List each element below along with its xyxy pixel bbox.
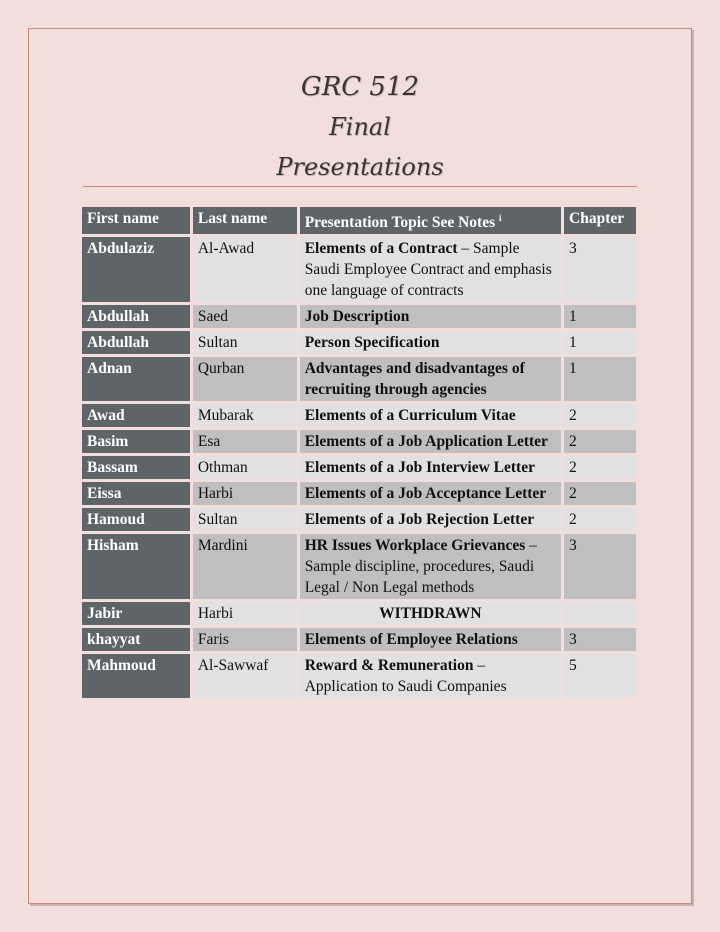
header-chapter: Chapter	[564, 207, 636, 234]
cell-last-name: Faris	[193, 628, 297, 651]
cell-topic	[300, 237, 561, 302]
table-row	[82, 654, 636, 698]
cell-chapter: 2	[564, 404, 636, 427]
cell-last-name: Mardini	[193, 534, 297, 599]
cell-chapter: 5	[564, 654, 636, 698]
topic-title: Reward & Remuneration	[304, 657, 474, 675]
table-row	[82, 482, 636, 505]
topic-title: Elements of a Curriculum Vitae	[304, 407, 516, 425]
cell-first-name: Hamoud	[82, 508, 190, 531]
cell-first-name: Awad	[82, 404, 190, 427]
topic-title: Elements of a Job Application Letter	[304, 433, 548, 451]
cell-last-name: Saed	[193, 305, 297, 328]
cell-chapter: 3	[564, 534, 636, 599]
cell-topic	[300, 404, 561, 427]
cell-topic	[300, 628, 561, 651]
cell-first-name: Abdullah	[82, 331, 190, 354]
topic-title: Elements of a Contract	[304, 240, 458, 258]
cell-last-name: Mubarak	[193, 404, 297, 427]
divider	[83, 186, 637, 187]
title-line-3: Presentations	[276, 153, 444, 181]
table-row	[82, 628, 636, 651]
cell-topic	[300, 430, 561, 453]
table-row	[82, 237, 636, 302]
cell-last-name: Sultan	[193, 331, 297, 354]
topic-title: Elements of a Job Interview Letter	[304, 459, 535, 477]
title-line-1: GRC 512	[300, 72, 420, 102]
table-row	[82, 357, 636, 401]
table-row	[82, 331, 636, 354]
cell-topic	[300, 654, 561, 698]
cell-chapter: 2	[564, 430, 636, 453]
table-row	[82, 456, 636, 479]
header-last-name: Last name	[193, 207, 297, 234]
table-row	[82, 534, 636, 599]
note-marker: i	[499, 213, 502, 223]
cell-topic	[300, 305, 561, 328]
header-topic	[300, 207, 561, 234]
cell-chapter: 3	[564, 628, 636, 651]
cell-first-name: Abdullah	[82, 305, 190, 328]
topic-title: Person Specification	[304, 334, 440, 352]
cell-last-name: Othman	[193, 456, 297, 479]
cell-topic	[300, 331, 561, 354]
cell-first-name: Mahmoud	[82, 654, 190, 698]
cell-first-name: Adnan	[82, 357, 190, 401]
cell-last-name: Harbi	[193, 482, 297, 505]
topic-title: HR Issues Workplace Grievances	[304, 537, 526, 555]
topic-title: Advantages and disadvantages of recruiting through agencies	[304, 360, 525, 399]
document-page	[28, 28, 692, 904]
presentations-table	[79, 204, 639, 701]
cell-last-name: Sultan	[193, 508, 297, 531]
cell-chapter: 1	[564, 305, 636, 328]
cell-topic	[300, 534, 561, 599]
table-row	[82, 602, 636, 625]
table-header-row	[82, 207, 636, 234]
page-title	[29, 67, 691, 187]
topic-title: Elements of a Job Acceptance Letter	[304, 485, 547, 503]
topic-title: Elements of a Job Rejection Letter	[304, 511, 535, 529]
table-row	[82, 430, 636, 453]
cell-last-name: Qurban	[193, 357, 297, 401]
cell-first-name: Hisham	[82, 534, 190, 599]
cell-topic	[300, 602, 561, 625]
cell-last-name: Al-Sawwaf	[193, 654, 297, 698]
table-row	[82, 305, 636, 328]
cell-last-name: Esa	[193, 430, 297, 453]
header-topic-label: Presentation Topic See Notes	[304, 214, 496, 232]
cell-topic	[300, 357, 561, 401]
cell-chapter: 1	[564, 357, 636, 401]
cell-topic	[300, 482, 561, 505]
cell-first-name: Basim	[82, 430, 190, 453]
cell-first-name: khayyat	[82, 628, 190, 651]
cell-chapter: 1	[564, 331, 636, 354]
topic-title: WITHDRAWN	[379, 605, 482, 623]
cell-chapter: 2	[564, 456, 636, 479]
header-first-name: First name	[82, 207, 190, 234]
table-row	[82, 508, 636, 531]
cell-chapter: 2	[564, 482, 636, 505]
topic-detail: – Application to Saudi Companies	[304, 657, 507, 696]
table-row	[82, 404, 636, 427]
cell-first-name: Eissa	[82, 482, 190, 505]
topic-title: Elements of Employee Relations	[304, 631, 518, 649]
cell-chapter: 2	[564, 508, 636, 531]
topic-detail: – Sample Saudi Employee Contract and emphasis one language of contracts	[304, 240, 552, 300]
cell-first-name: Abdulaziz	[82, 237, 190, 302]
cell-first-name: Jabir	[82, 602, 190, 625]
cell-first-name: Bassam	[82, 456, 190, 479]
cell-topic	[300, 456, 561, 479]
title-line-2: Final	[329, 113, 391, 141]
cell-last-name: Harbi	[193, 602, 297, 625]
cell-chapter	[564, 602, 636, 625]
topic-title: Job Description	[304, 308, 410, 326]
cell-topic	[300, 508, 561, 531]
cell-chapter: 3	[564, 237, 636, 302]
cell-last-name: Al-Awad	[193, 237, 297, 302]
topic-detail: – Sample discipline, procedures, Saudi Legal / Non Legal methods	[304, 537, 537, 597]
